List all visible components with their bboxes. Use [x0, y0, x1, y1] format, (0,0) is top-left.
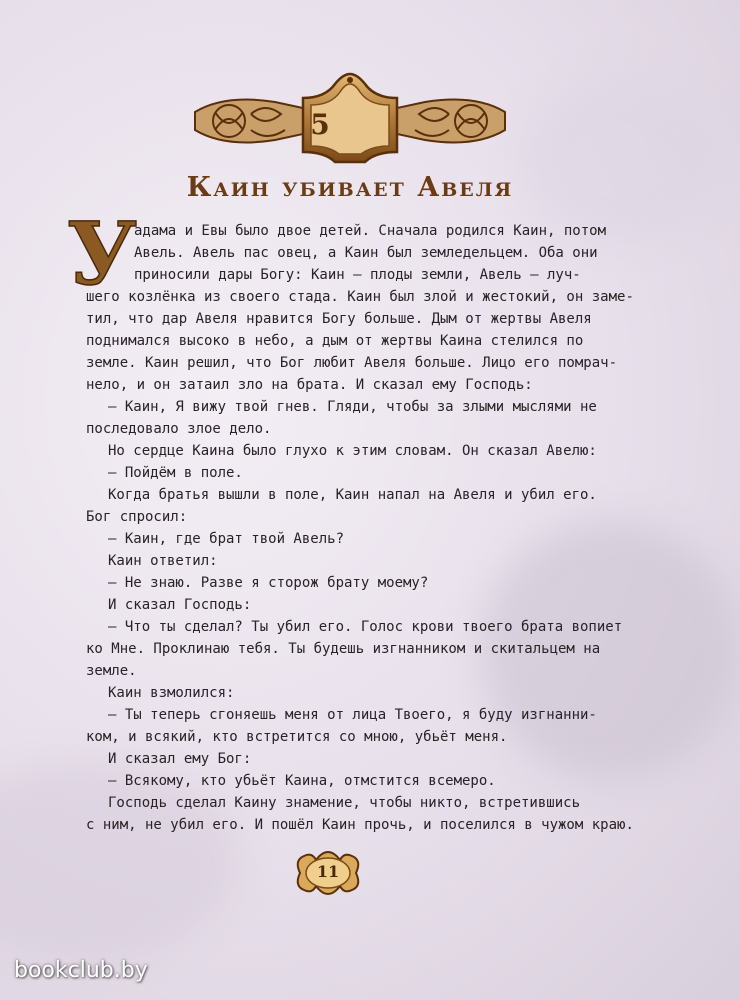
text-line: поднимался высоко в небо, а дым от жертвы Каина стелился по	[86, 333, 584, 349]
text-line: И сказал ему Бог:	[108, 751, 252, 767]
watermark: bookclub.by	[14, 958, 148, 983]
text-line: приносили дары Богу: Каин — плоды земли, Авель — луч-	[134, 267, 581, 283]
text-line: Каин ответил:	[108, 553, 218, 569]
text-line: — Всякому, кто убьёт Каина, отмстится всемеро.	[108, 773, 496, 789]
text-line: — Ты теперь сгоняешь меня от лица Твоего, я буду изгнанни-	[108, 707, 597, 723]
drop-cap	[67, 204, 137, 305]
text-line: Когда братья вышли в поле, Каин напал на Авеля и убил его.	[108, 487, 597, 503]
text-line: шего козлёнка из своего стада. Каин был злой и жестокий, он заме-	[86, 289, 634, 305]
text-line: земле.	[86, 663, 137, 679]
text-line: нело, и он затаил зло на брата. И сказал ему Господь:	[86, 377, 533, 393]
text-line: Господь сделал Каину знамение, чтобы никто, встретившись	[108, 795, 581, 811]
text-line: — Пойдём в поле.	[108, 465, 243, 481]
page-number: 11	[316, 862, 340, 881]
text-line: последовало злое дело.	[86, 421, 272, 437]
text-line: с ним, не убил его. И пошёл Каин прочь, и поселился в чужом краю.	[86, 817, 634, 833]
text-line: Авель. Авель пас овец, а Каин был земледельцем. Оба они	[134, 245, 598, 261]
text-line: Бог спросил:	[86, 509, 188, 525]
text-line: — Каин, где брат твой Авель?	[108, 531, 345, 547]
chapter-number: 5	[310, 108, 330, 141]
text-line: Каин взмолился:	[108, 685, 235, 701]
drop-cap-letter: У	[67, 204, 137, 305]
text-line: И сказал Господь:	[108, 597, 252, 613]
ornate-celtic-frame-icon	[185, 72, 515, 168]
text-line: адама и Евы было двое детей. Сначала родился Каин, потом	[134, 223, 607, 239]
text-line: — Что ты сделал? Ты убил его. Голос крови твоего брата вопиет	[108, 619, 623, 635]
chapter-title: Каин убивает Авеля	[186, 172, 514, 203]
text-line: Но сердце Каина было глухо к этим словам. Он сказал Авелю:	[108, 443, 597, 459]
text-line: тил, что дар Авеля нравится Богу больше. Дым от жертвы Авеля	[86, 311, 592, 327]
text-line: ком, и всякий, кто встретится со мною, убьёт меня.	[86, 729, 508, 745]
text-line: — Каин, Я вижу твой гнев. Гляди, чтобы за злыми мыслями не	[108, 399, 597, 415]
text-line: — Не знаю. Разве я сторож брату моему?	[108, 575, 429, 591]
text-line: земле. Каин решил, что Бог любит Авеля больше. Лицо его помрач-	[86, 355, 618, 371]
background-texture	[520, 80, 720, 240]
text-line: ко Мне. Проклинаю тебя. Ты будешь изгнанником и скитальцем на	[86, 641, 601, 657]
